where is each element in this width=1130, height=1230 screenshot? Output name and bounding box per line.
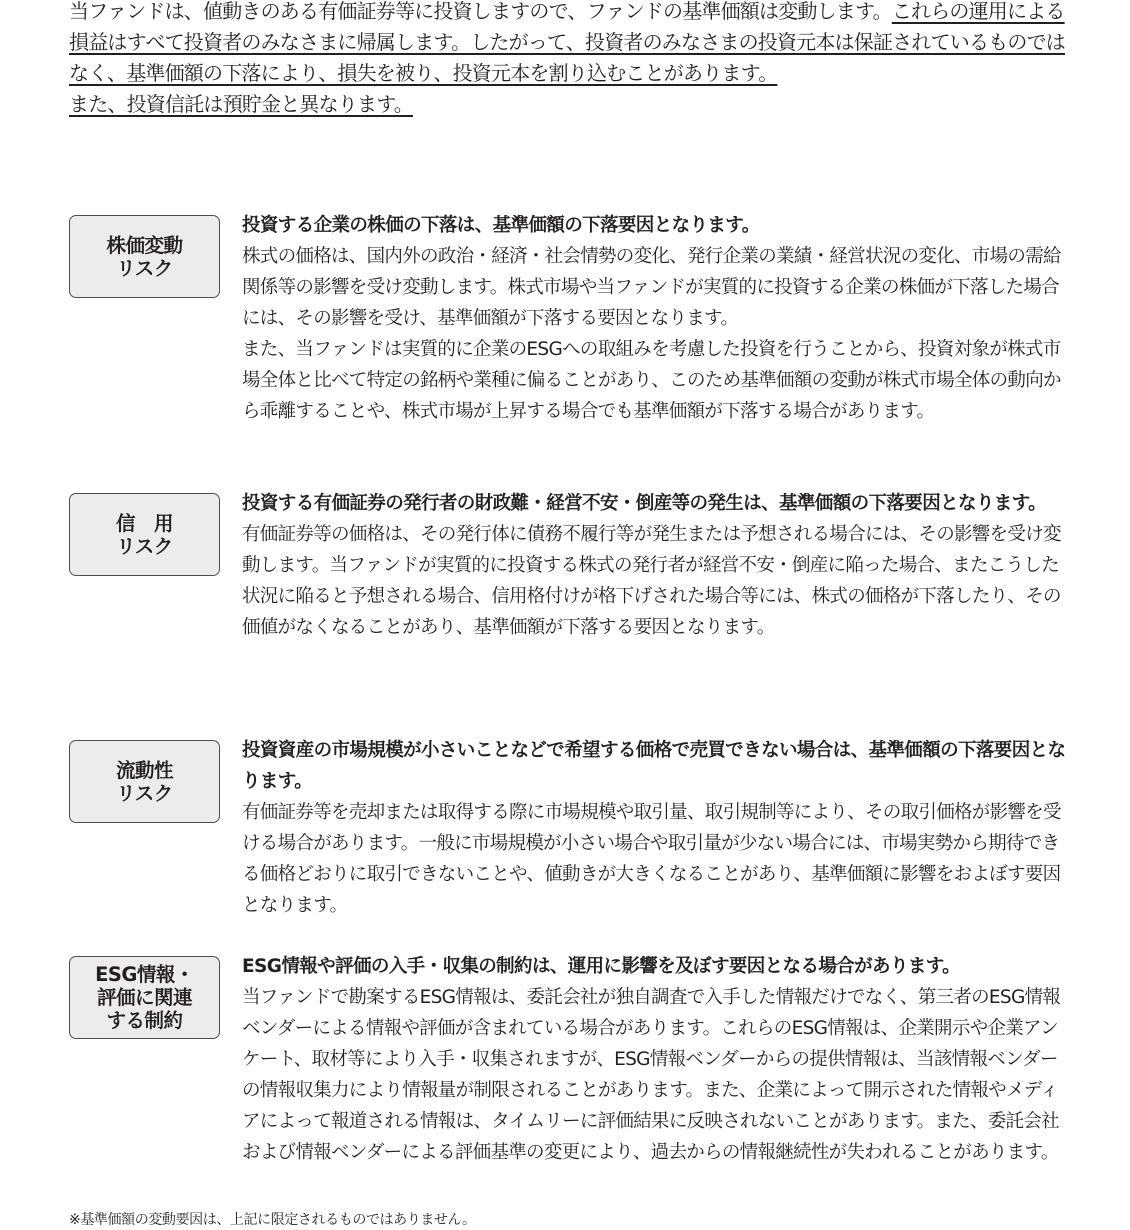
risk-paragraph: 有価証券等を売却または取得する際に市場規模や取引量、取引規制等により、その取引価格が影響を受ける場合があります。一般に市場規模が小さい場合や取引量が少ない場合には、市場実勢から期待できる価格どおりに取引できないことや、値動きが大きくなることがあり、基準価額に影響をおよぼす要因となります。 xyxy=(242,802,1061,916)
risk-content xyxy=(242,488,1072,643)
risk-paragraph: 当ファンドで勘案するESG情報は、委託会社が独自調査で入手した情報だけでなく、第三者のESG情報ベンダーによる情報や評価が含まれている場合があります。これらのESG情報は、企業開示や企業アンケート、取材等により入手・収集されますが、ESG情報ベンダーからの提供情報は、当該情報ベンダーの情報収集力により情報量が制限されることがあります。また、企業によって開示された情報やメディアによって報道される情報は、タイムリーに評価結果に反映されないことがあります。また、委託会社および情報ベンダーによる評価基準の変更により、過去からの情報継続性が失われることがあります。 xyxy=(242,987,1061,1163)
intro-underlined-text: これらの運用による損益はすべて投資者のみなさまに帰属します。したがって、投資者のみなさまの投資元本は保証されているものではなく、基準価額の下落により、損失を被り、投資元本を割り込むことがあります。 xyxy=(69,0,1065,85)
risk-paragraph: 株式の価格は、国内外の政治・経済・社会情勢の変化、発行企業の業績・経営状況の変化、市場の需給関係等の影響を受け変動します。株式市場や当ファンドが実質的に投資する企業の株価が下落した場合には、その影響を受け、基準価額が下落する要因となります。 xyxy=(242,246,1061,329)
intro-deposit-text: また、投資信託は預貯金と異なります。 xyxy=(69,92,413,116)
intro-deposit-note xyxy=(69,89,1069,120)
risk-content xyxy=(242,210,1072,427)
risk-heading: 投資する有価証券の発行者の財政難・経営不安・倒産等の発生は、基準価額の下落要因となります。 xyxy=(242,493,1047,514)
risk-label-line: する制約 xyxy=(106,1009,183,1032)
intro-plain-text: 当ファンドは、値動きのある有価証券等に投資しますので、ファンドの基準価額は変動します。 xyxy=(69,0,892,23)
risk-label-stock-price xyxy=(69,215,220,298)
risk-content xyxy=(242,951,1072,1168)
risk-label-line: リスク xyxy=(116,534,173,558)
risk-label-line: 流動性 xyxy=(115,758,173,782)
risk-label-line: リスク xyxy=(116,781,173,805)
risk-heading: 投資する企業の株価の下落は、基準価額の下落要因となります。 xyxy=(242,215,760,236)
risk-heading: 投資資産の市場規模が小さいことなどで希望する価格で売買できない場合は、基準価額の下落要因となります。 xyxy=(242,740,1066,792)
risk-label-line: 株価変動 xyxy=(106,233,183,257)
risk-label-esg xyxy=(69,956,220,1039)
risk-label-line: 信 用 xyxy=(115,511,173,535)
risk-paragraph: 有価証券等の価格は、その発行体に債務不履行等が発生または予想される場合には、その影響を受け変動します。当ファンドが実質的に投資する株式の発行者が経営不安・倒産に陥った場合、またこうした状況に陥ると予想される場合、信用格付けが格下げされた場合等には、株式の価格が下落したり、その価値がなくなることがあり、基準価額が下落する要因となります。 xyxy=(242,524,1061,638)
intro-paragraph xyxy=(69,0,1069,89)
intro-block xyxy=(69,0,1069,120)
risk-content xyxy=(242,735,1072,921)
risk-label-line: 評価に関連 xyxy=(96,986,192,1009)
risk-heading: ESG情報や評価の入手・収集の制約は、運用に影響を及ぼす要因となる場合があります。 xyxy=(242,956,961,977)
risk-paragraph: また、当ファンドは実質的に企業のESGへの取組みを考慮した投資を行うことから、投資対象が株式市場全体と比べて特定の銘柄や業種に偏ることがあり、このため基準価額の変動が株式市場全体の動向から乖離することや、株式市場が上昇する場合でも基準価額が下落する場合があります。 xyxy=(242,339,1061,422)
risk-label-liquidity xyxy=(69,740,220,823)
risk-label-line: リスク xyxy=(116,256,173,280)
risk-label-line: ESG情報・ xyxy=(95,963,194,986)
risk-label-credit xyxy=(69,493,220,576)
footnote: ※基準価額の変動要因は、上記に限定されるものではありません。 xyxy=(69,1212,476,1228)
